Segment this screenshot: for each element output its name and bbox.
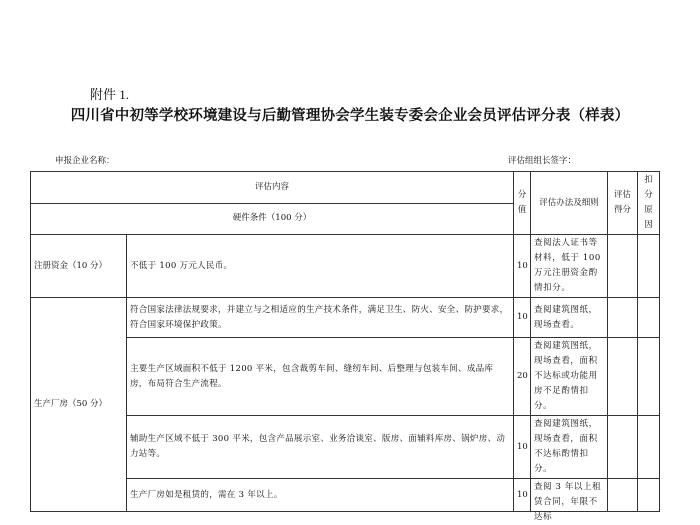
category-cell: 生产厂房（50 分） (31, 298, 127, 512)
header-deduct-reason (638, 172, 660, 235)
method-text: 查阅 3 年以上租赁合同，年限不达标 (534, 482, 602, 522)
table-header-row (31, 172, 660, 204)
deduct-reason-cell[interactable] (638, 338, 660, 416)
score-cell: 10 (514, 416, 531, 479)
header-eval-line1: 评估 (614, 190, 632, 200)
page-title: 四川省中初等学校环境建设与后勤管理协会学生装专委会企业会员评估评分表（样表） (70, 108, 630, 124)
content-cell: 辅助生产区域不低于 300 平米，包含产品展示室、业务洽谈室、版房、面辅料库房、锅炉房、动力站等。 (127, 416, 514, 479)
deduct-reason-cell[interactable] (638, 235, 660, 298)
evaluation-table (30, 171, 660, 522)
table-row (31, 235, 660, 298)
deduct-reason-cell[interactable] (638, 479, 660, 512)
deduct-reason-cell[interactable] (638, 298, 660, 338)
header-eval-score (608, 172, 638, 235)
content-cell: 生产厂房如是租赁的，需在 3 年以上。 (127, 479, 514, 512)
method-cell: 查阅建筑图纸，现场查看。 (531, 298, 608, 338)
header-deduct-line1: 扣分 (644, 175, 653, 200)
content-cell: 不低于 100 万元人民币。 (127, 235, 514, 298)
eval-score-cell[interactable] (608, 479, 638, 512)
score-cell: 10 (514, 479, 531, 512)
table-row (31, 298, 660, 338)
method-cell: 查阅建筑图纸，现场查看，面积不达标酌情扣分。 (531, 416, 608, 479)
score-cell: 10 (514, 235, 531, 298)
method-cell: 查阅法人证书等材料，低于 100 万元注册资金酌情扣分。 (531, 235, 608, 298)
score-cell: 20 (514, 338, 531, 416)
method-cell: 查阅建筑图纸，现场查看，面积不达标或功能用房不足酌情扣分。 (531, 338, 608, 416)
category-cell: 注册资金（10 分） (31, 235, 127, 298)
leader-signature-label: 评估组组长签字： (508, 156, 577, 166)
header-eval-line2: 得分 (614, 205, 632, 215)
eval-score-cell[interactable] (608, 338, 638, 416)
eval-score-cell[interactable] (608, 416, 638, 479)
score-cell: 10 (514, 298, 531, 338)
header-deduct-line2: 原因 (644, 205, 653, 230)
section-label: 硬件条件（100 分） (31, 203, 514, 235)
attachment-label: 附件 1. (90, 87, 130, 102)
content-cell: 主要生产区域面积不低于 1200 平米，包含裁剪车间、缝纫车间、后整理与包装车间、成品库房，布局符合生产流程。 (127, 338, 514, 416)
header-score-line1: 分 (517, 190, 527, 200)
applicant-name-label: 申报企业名称： (55, 156, 115, 166)
eval-score-cell[interactable] (608, 298, 638, 338)
header-score-line2: 值 (517, 205, 527, 215)
header-content: 评估内容 (31, 172, 514, 204)
eval-score-cell[interactable] (608, 235, 638, 298)
deduct-reason-cell[interactable] (638, 416, 660, 479)
content-cell: 符合国家法律法规要求，并建立与之相适应的生产技术条件，满足卫生、防火、安全、防护要求，符合国家环境保护政策。 (127, 298, 514, 338)
header-score (514, 172, 531, 235)
header-method: 评估办法及细则 (531, 172, 608, 235)
method-cell (531, 479, 608, 522)
